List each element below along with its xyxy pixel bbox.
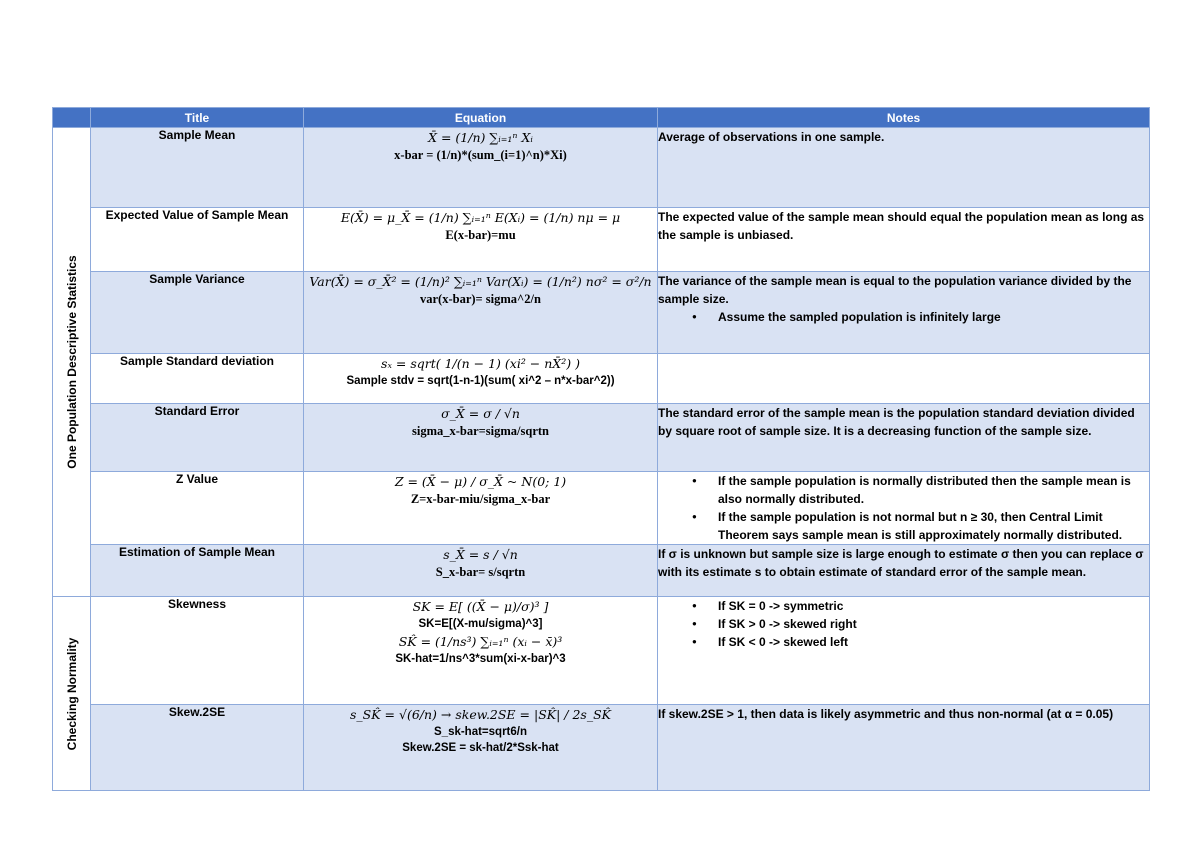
table-row [53, 354, 1150, 404]
note-bullets [658, 308, 1149, 326]
note-bullets [658, 597, 1149, 651]
table-row [53, 128, 1150, 208]
list-item: ● If the sample population is not normal but n ≥ 30, then Central Limit Theorem says sample mean is still approximately normally distributed. [718, 508, 1149, 544]
notes-cell [658, 472, 1150, 545]
table-row [53, 705, 1150, 791]
notes-cell [658, 404, 1150, 472]
equation-math: SK̂ = (1/ns³) ∑ᵢ₌₁ⁿ (xᵢ − x̄)³ [398, 634, 563, 649]
section-label: Checking Normality [64, 637, 79, 750]
row-title: Sample Mean [91, 128, 304, 208]
note-text: If σ is unknown but sample size is large enough to estimate σ then you can replace σ with its estimate s to obtain estimate of standard error of the sample mean. [658, 547, 1144, 579]
row-title: Expected Value of Sample Mean [91, 208, 304, 272]
table-row [53, 597, 1150, 705]
note-text: If skew.2SE > 1, then data is likely asymmetric and thus non-normal (at α = 0.05) [658, 707, 1114, 721]
equation-code: S_x-bar= s/sqrtn [435, 565, 526, 579]
section-cell [53, 128, 91, 597]
notes-cell [658, 597, 1150, 705]
header-title: Title [91, 108, 304, 128]
equation-math: σ_X̄ = σ / √n [441, 406, 520, 421]
equation-math: E(X̄) = μ_X̄ = (1/n) ∑ᵢ₌₁ⁿ E(Xᵢ) = (1/n) nμ = μ [340, 210, 621, 225]
table-row [53, 272, 1150, 354]
row-title: Sample Standard deviation [91, 354, 304, 404]
table-row [53, 545, 1150, 597]
note-text: The expected value of the sample mean should equal the population mean as long as the sample is unbiased. [658, 210, 1145, 242]
note-bullets [658, 472, 1149, 544]
equation-math: s_SK̂ = √(6/n) → skew.2SE = |SK̂| / 2s_SK̂ [350, 707, 611, 722]
equation-math: Z = (X̄ − μ) / σ_X̄ ~ N(0; 1) [394, 474, 567, 489]
equation-math: X̄ = (1/n) ∑ᵢ₌₁ⁿ Xᵢ [428, 130, 533, 145]
equation-cell [304, 354, 658, 404]
notes-cell [658, 128, 1150, 208]
notes-cell [658, 705, 1150, 791]
equation-code: SK=E[(X-mu/sigma)^3] [418, 618, 543, 630]
equation-code: SK-hat=1/ns^3*sum(xi-x-bar)^3 [395, 653, 566, 665]
list-item: ● If SK > 0 -> skewed right [718, 615, 1149, 633]
table-row [53, 472, 1150, 545]
row-title: Skewness [91, 597, 304, 705]
row-title: Z Value [91, 472, 304, 545]
equation-code: sigma_x-bar=sigma/sqrtn [412, 424, 549, 438]
equation-math: Var(X̄) = σ_X̄² = (1/n)² ∑ᵢ₌₁ⁿ Var(Xᵢ) = (1/n²) nσ² = σ²/n [309, 274, 652, 289]
equation-cell [304, 472, 658, 545]
header-row [53, 108, 1150, 128]
equation-cell [304, 597, 658, 705]
list-item: ● If SK < 0 -> skewed left [718, 633, 1149, 651]
equation-code: Z=x-bar-miu/sigma_x-bar [410, 492, 551, 506]
equation-math: SK = E[ ((X̄ − μ)/σ)³ ] [412, 599, 549, 614]
equation-cell [304, 208, 658, 272]
notes-cell [658, 545, 1150, 597]
header-section [53, 108, 91, 128]
equation-code: Skew.2SE = sk-hat/2*Ssk-hat [402, 742, 559, 754]
row-title: Estimation of Sample Mean [91, 545, 304, 597]
equation-code: Sample stdv = sqrt(1-n-1)(sum( xi^2 – n*x-bar^2)) [346, 375, 615, 387]
statistics-table [52, 107, 1150, 791]
row-title: Skew.2SE [91, 705, 304, 791]
table-row [53, 404, 1150, 472]
note-text: The standard error of the sample mean is the population standard deviation divided by square root of sample size. It is a decreasing function of the sample size. [658, 406, 1135, 438]
equation-math: sₓ = sqrt( 1/(n − 1) (xi² − nX̄²) ) [381, 356, 580, 371]
list-item: ● Assume the sampled population is infinitely large [718, 308, 1149, 326]
notes-cell [658, 354, 1150, 404]
row-title: Standard Error [91, 404, 304, 472]
equation-code: E(x-bar)=mu [445, 228, 516, 242]
section-label: One Population Descriptive Statistics [64, 255, 79, 469]
list-item: ● If SK = 0 -> symmetric [718, 597, 1149, 615]
equation-code: var(x-bar)= sigma^2/n [420, 292, 541, 306]
section-cell [53, 597, 91, 791]
equation-cell [304, 272, 658, 354]
equation-cell [304, 705, 658, 791]
header-equation: Equation [304, 108, 658, 128]
equation-code: S_sk-hat=sqrt6/n [434, 726, 527, 738]
equation-cell [304, 545, 658, 597]
header-notes: Notes [658, 108, 1150, 128]
notes-cell [658, 208, 1150, 272]
list-item: ● If the sample population is normally distributed then the sample mean is also normally distributed. [718, 472, 1149, 508]
notes-cell [658, 272, 1150, 354]
table-row [53, 208, 1150, 272]
equation-cell [304, 404, 658, 472]
note-text: Average of observations in one sample. [658, 130, 885, 144]
row-title: Sample Variance [91, 272, 304, 354]
note-text: The variance of the sample mean is equal to the population variance divided by the sample size. [658, 274, 1132, 306]
equation-math: s_X̄ = s / √n [443, 547, 518, 562]
equation-cell [304, 128, 658, 208]
equation-code: x-bar = (1/n)*(sum_(i=1)^n)*Xi) [394, 148, 567, 162]
